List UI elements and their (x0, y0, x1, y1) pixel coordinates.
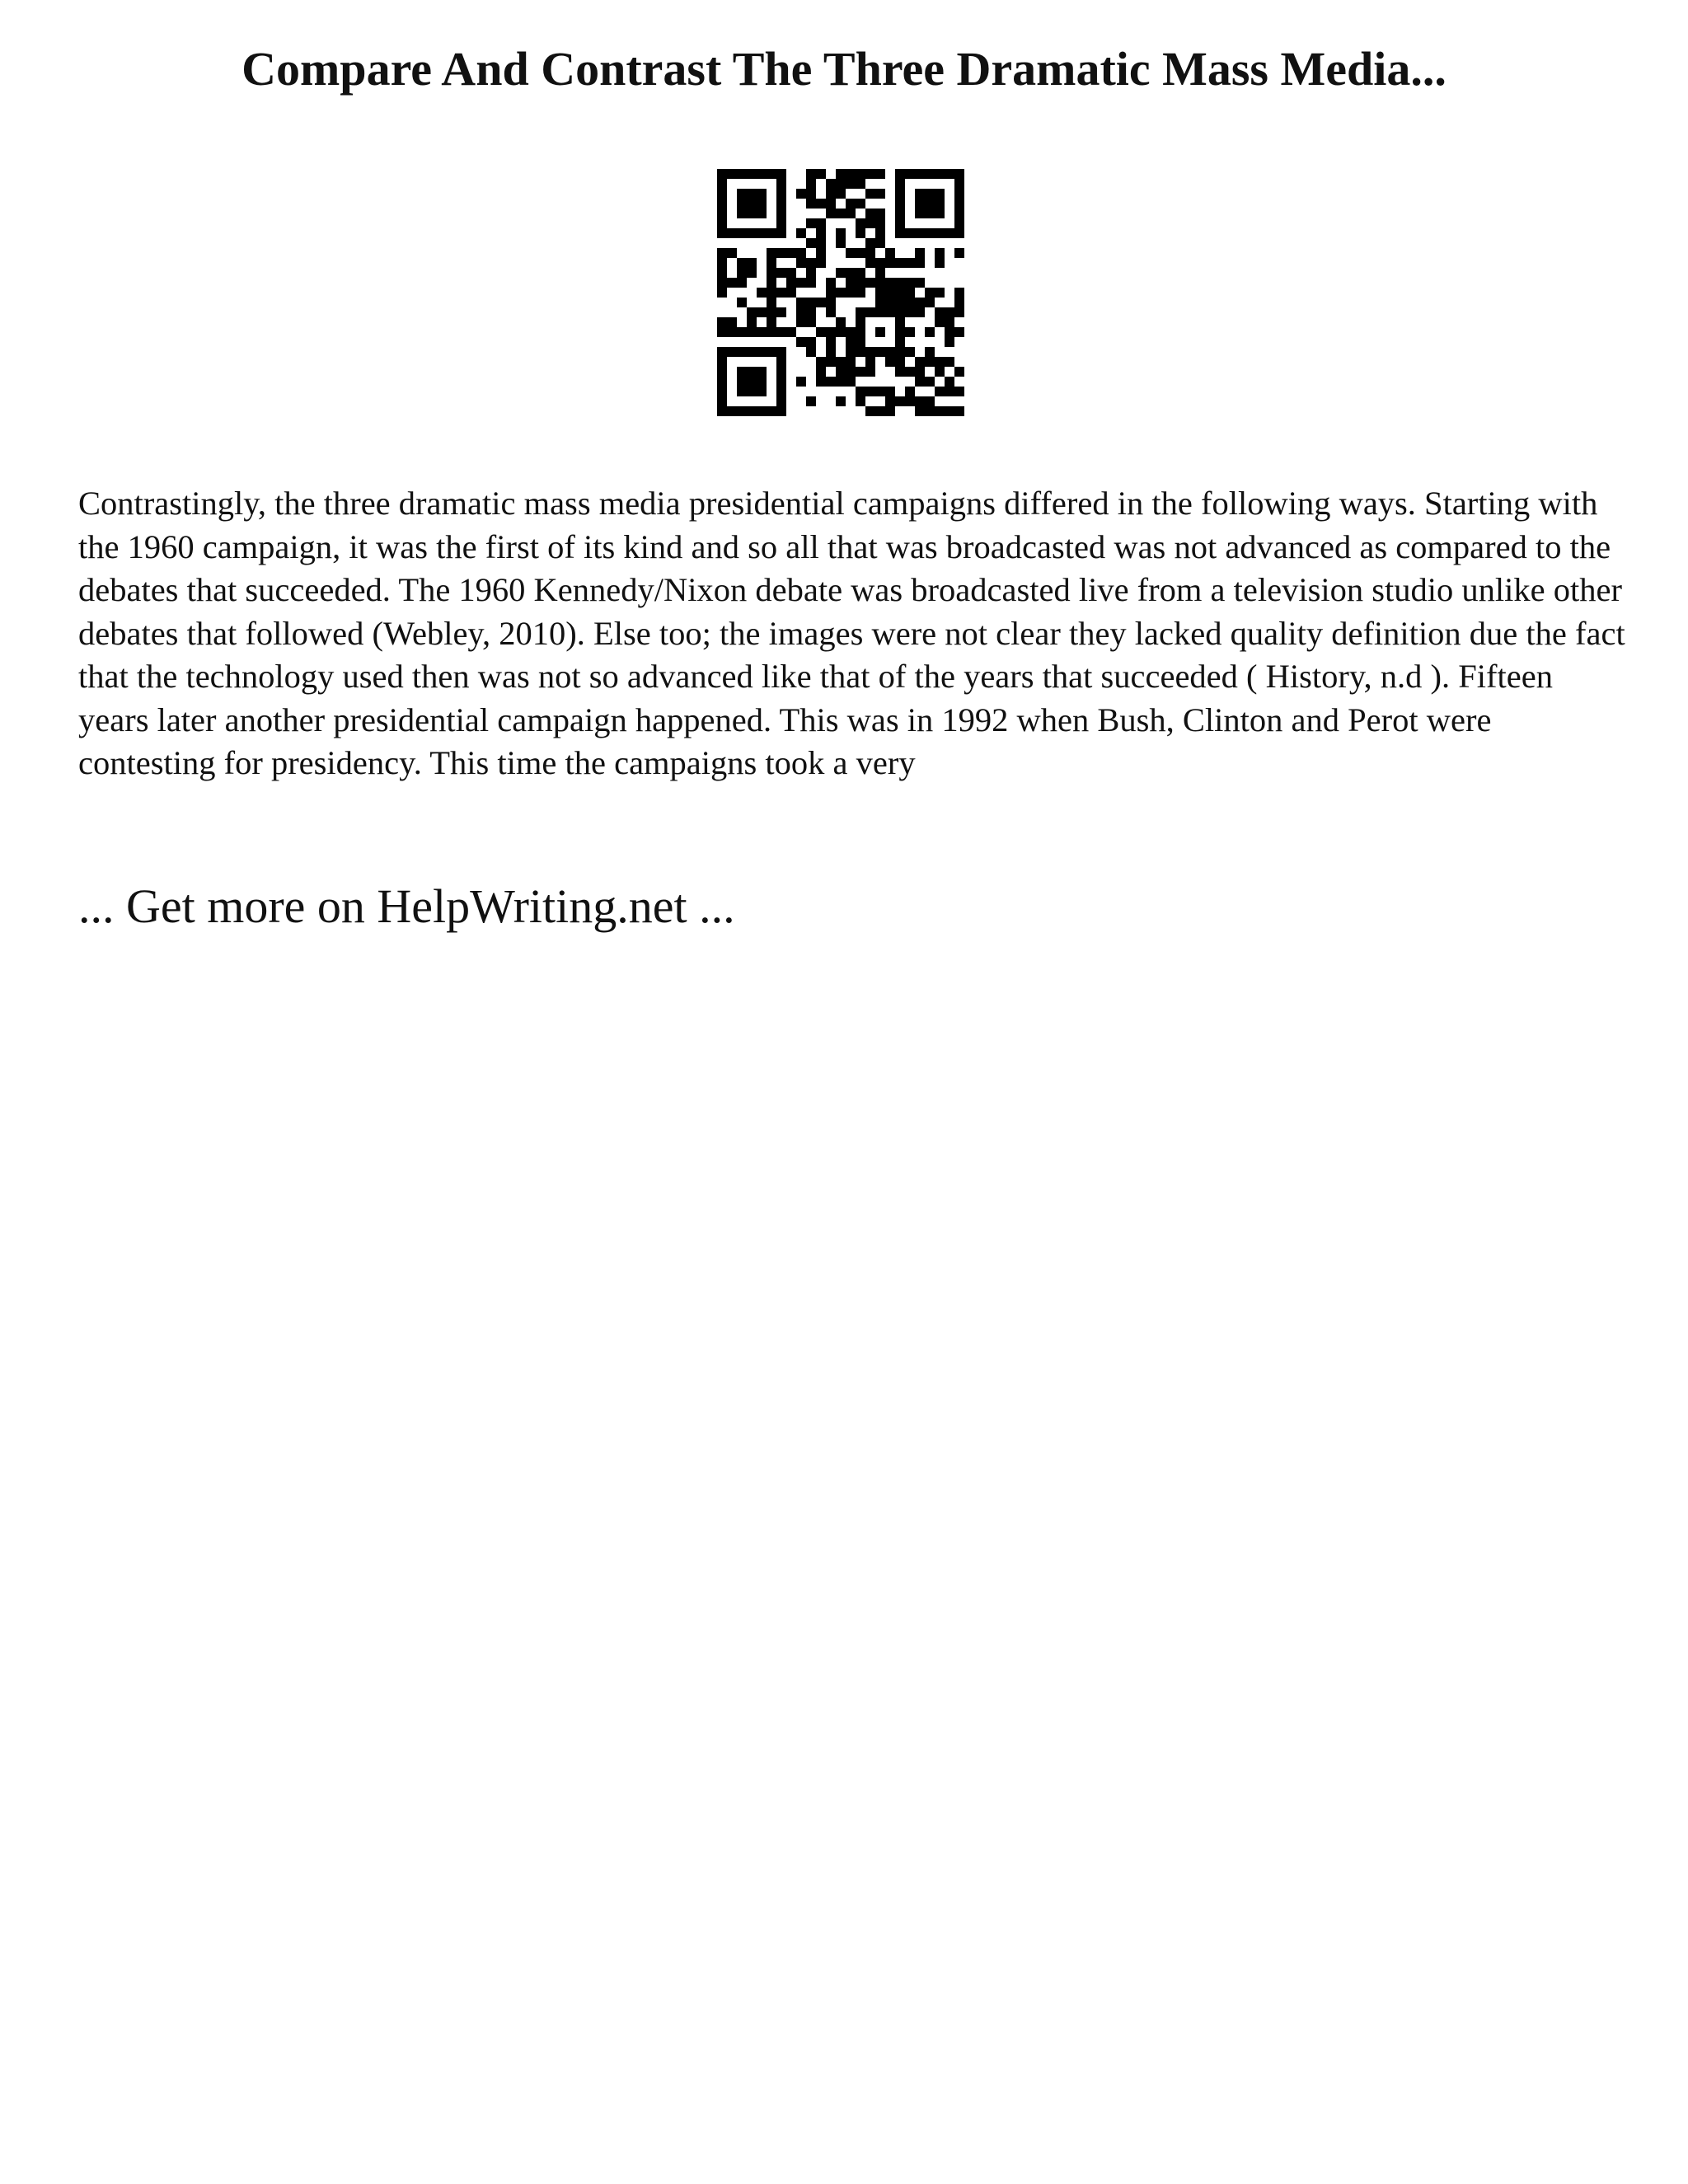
get-more-link[interactable]: ... Get more on HelpWriting.net ... (78, 879, 735, 933)
qr-code-icon (717, 169, 964, 416)
body-paragraph: Contrastingly, the three dramatic mass media presidential campaigns differed in the following ways. Starting with the 1960 campaign, it was the first of its kind and so all that was broadcasted was not advanced as compared to the debates that succeeded. The 1960 Kennedy/Nixon debate was broadcasted live from a television studio unlike other debates that followed (Webley, 2010). Else too; the images were not clear they lacked quality definition due the fact that the technology used then was not so advanced like that of the years that succeeded ( History, n.d ). Fifteen years later another presidential campaign happened. This was in 1992 when Bush, Clinton and Perot were contesting for presidency. This time the campaigns took a very (78, 485, 1625, 781)
page-title: Compare And Contrast The Three Dramatic Mass Media... (241, 42, 1447, 96)
